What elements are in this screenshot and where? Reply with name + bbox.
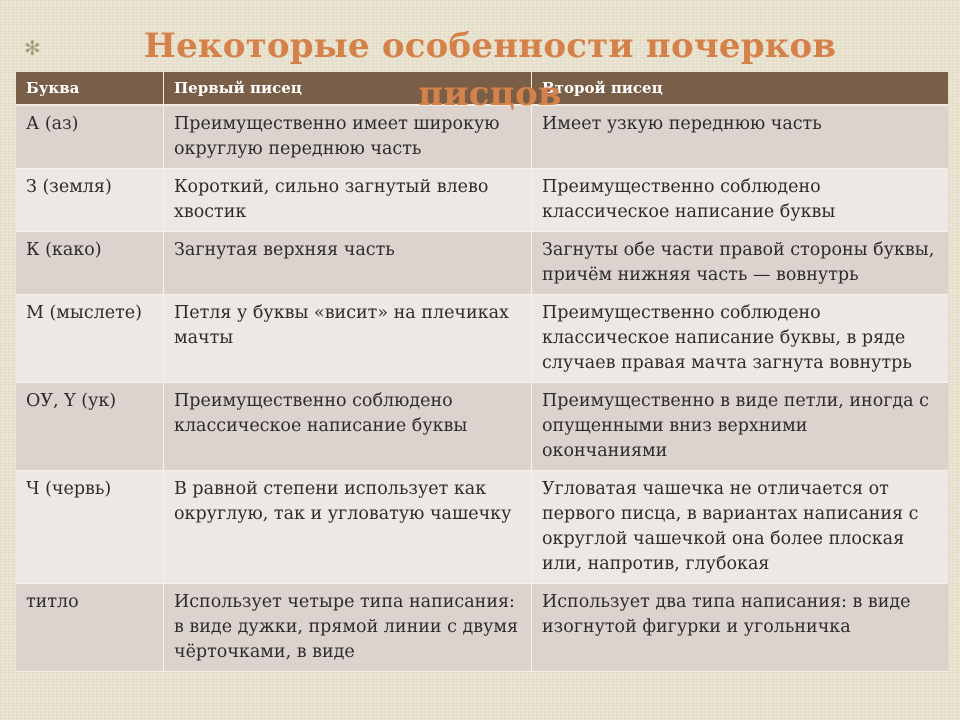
first-scribe-cell: Короткий, сильно загнутый влево хвостик xyxy=(164,169,532,232)
column-header-second-scribe: Второй писец xyxy=(532,72,948,106)
first-scribe-cell: Преимущественно имеет широкую округлую переднюю часть xyxy=(164,106,532,169)
table-row xyxy=(16,169,948,232)
second-scribe-cell: Использует два типа написания: в виде изогнутой фигурки и угольничка xyxy=(532,584,948,672)
second-scribe-cell: Имеет узкую переднюю часть xyxy=(532,106,948,169)
table-row xyxy=(16,106,948,169)
table-header-row xyxy=(16,72,948,106)
column-header-first-scribe: Первый писец xyxy=(164,72,532,106)
slide-bullet-icon: ✻ xyxy=(24,36,41,60)
table-row xyxy=(16,295,948,383)
page-title: Некоторые особенности почерков писцов xyxy=(143,26,837,114)
letter-cell: З (земля) xyxy=(16,169,164,232)
table-row xyxy=(16,584,948,672)
table-row xyxy=(16,232,948,295)
first-scribe-cell: В равной степени использует как округлую, так и угловатую чашечку xyxy=(164,471,532,584)
table-row xyxy=(16,471,948,584)
first-scribe-cell: Преимущественно соблюдено классическое написание буквы xyxy=(164,383,532,471)
second-scribe-cell: Загнуты обе части правой стороны буквы, причём нижняя часть — вовнутрь xyxy=(532,232,948,295)
first-scribe-cell: Использует четыре типа написания: в виде дужки, прямой линии с двумя чёрточками, в виде xyxy=(164,584,532,672)
column-header-letter: Буква xyxy=(16,72,164,106)
second-scribe-cell: Преимущественно в виде петли, иногда с опущенными вниз верхними окончаниями xyxy=(532,383,948,471)
second-scribe-cell: Угловатая чашечка не отличается от первого писца, в вариантах написания с округлой чашечкой она более плоская или, напротив, глубокая xyxy=(532,471,948,584)
second-scribe-cell: Преимущественно соблюдено классическое написание буквы, в ряде случаев правая мачта загнута вовнутрь xyxy=(532,295,948,383)
letter-cell: титло xyxy=(16,584,164,672)
letter-cell: Ч (червь) xyxy=(16,471,164,584)
letter-cell: М (мыслете) xyxy=(16,295,164,383)
letter-cell: А (аз) xyxy=(16,106,164,169)
table-row xyxy=(16,383,948,471)
first-scribe-cell: Петля у буквы «висит» на плечиках мачты xyxy=(164,295,532,383)
first-scribe-cell: Загнутая верхняя часть xyxy=(164,232,532,295)
comparison-table xyxy=(16,72,948,672)
letter-cell: ОУ, Ү (ук) xyxy=(16,383,164,471)
second-scribe-cell: Преимущественно соблюдено классическое написание буквы xyxy=(532,169,948,232)
letter-cell: К (како) xyxy=(16,232,164,295)
